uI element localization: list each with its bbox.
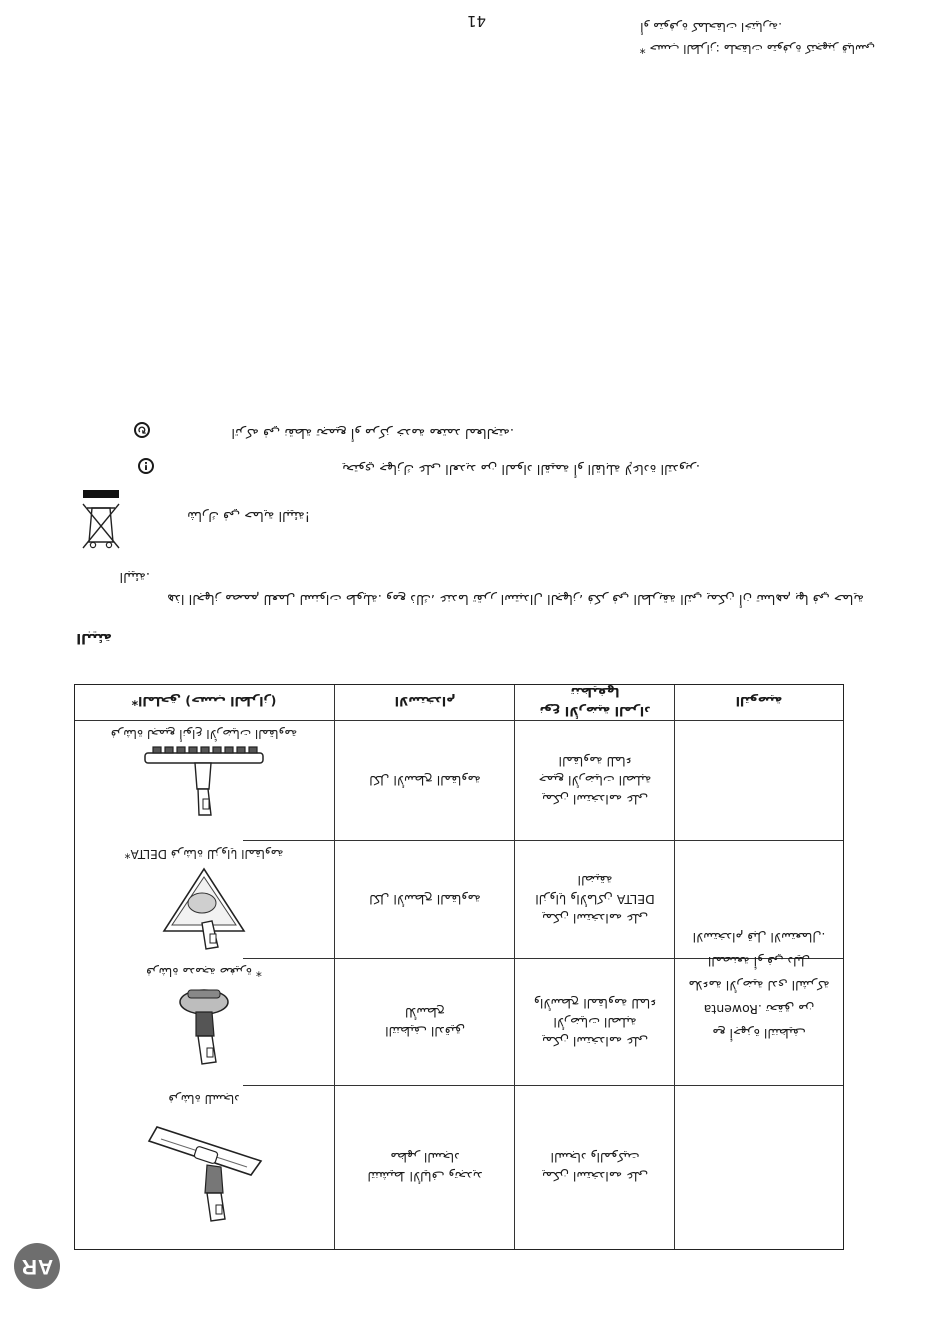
header-usage: الاستخدام (394, 694, 456, 710)
language-badge-label: AR (20, 1255, 54, 1278)
weee-text: شارك في حماية البيئة! (187, 508, 310, 523)
row2-floor: يمكن استخدامه على الزوايا والأماكن DELTA الضيقة (535, 873, 655, 927)
header-floor-type: نوع الأرضية المراد تنظيفها (539, 685, 651, 719)
row1-usage: لكل الأسطح المقاومة (369, 773, 481, 789)
accessory-table (74, 684, 844, 1250)
row2-accessory-cell (73, 841, 335, 959)
environment-text-line-1: هذا الجهاز مصمم للعمل لسنوات طويلة. ومع ذلك، عندما تقرر استبدال الجهاز، فكر في الطريقة التي يمكن أن تساهم بها في حماية (167, 591, 864, 606)
crossed-bin-icon (79, 488, 123, 550)
row1-accessory-cell (73, 721, 335, 841)
page-number: 41 (466, 12, 486, 30)
row3-usage: التنظيف الدقيق للأسطح (385, 1005, 465, 1040)
recommendation-cell (675, 721, 843, 1249)
section-title: البيئة (76, 630, 112, 646)
row1-accessory-name: فرشاة لجميع أنواع الأرضيات المقاومة (110, 727, 298, 741)
row4-floor: يمكن استخدامه على السجاد والموكيت (541, 1150, 649, 1185)
recycle-notice: اتركه في نقطة تجميع أو مركز خدمة معتمد لمعالجته. (231, 425, 514, 440)
carpet-brush-icon (139, 1117, 269, 1223)
row3-floor: يمكن استخدامه على الأرضيات الصلبة والأسطح المقاومة للماء (533, 996, 657, 1049)
footnote-line-2: أو متوفرة كملحقات اختيارية. (640, 20, 782, 34)
row4-accessory-name: فرشاة للسجاد (168, 1092, 240, 1106)
row2-usage: لكل الأسطح المقاومة (369, 892, 481, 908)
row4-usage: لتنشيط الألياف وتجديد مظهر السجاد (367, 1150, 483, 1185)
header-recommendation: التوصية (735, 694, 783, 710)
row3-accessory-name: فرشاة مدمجة صغيرة * (146, 965, 262, 979)
mini-brush-icon (164, 982, 244, 1066)
recommendation-text: مع أجهزة التنظيف Rowenta. تحقق من ملاءمة الأرضية لدى الشركة المصنعة أو في دليل الاستخدام قبل الاستعمال. (688, 930, 830, 1041)
header-accessory: *الملحق (حسب الطراز) (131, 694, 277, 710)
recycle-arrow-icon: ↻ (134, 422, 150, 438)
battery-notice: يحتوي جهازك على العديد من المواد القيمة أو القابلة لإعادة التدوير. (342, 461, 700, 476)
row2-accessory-name: *DELTA فرشاة للزوايا المقاومة (124, 847, 284, 861)
row3-accessory-cell (73, 959, 335, 1086)
environment-text-line-2: البيئة. (119, 569, 150, 584)
row1-floor: يمكن استخدامه على جميع الأرضيات الصلبة المقاومة للماء (538, 754, 652, 808)
row4-accessory-cell (73, 1086, 335, 1249)
warning-icon: ! (138, 458, 154, 474)
delta-brush-icon (144, 861, 264, 951)
footnote-line-1: * حسب الطراز: ملحقات متوفرة كتجهيز قياسي (639, 42, 875, 56)
language-badge (14, 1243, 60, 1289)
floor-brush-icon (139, 735, 269, 819)
